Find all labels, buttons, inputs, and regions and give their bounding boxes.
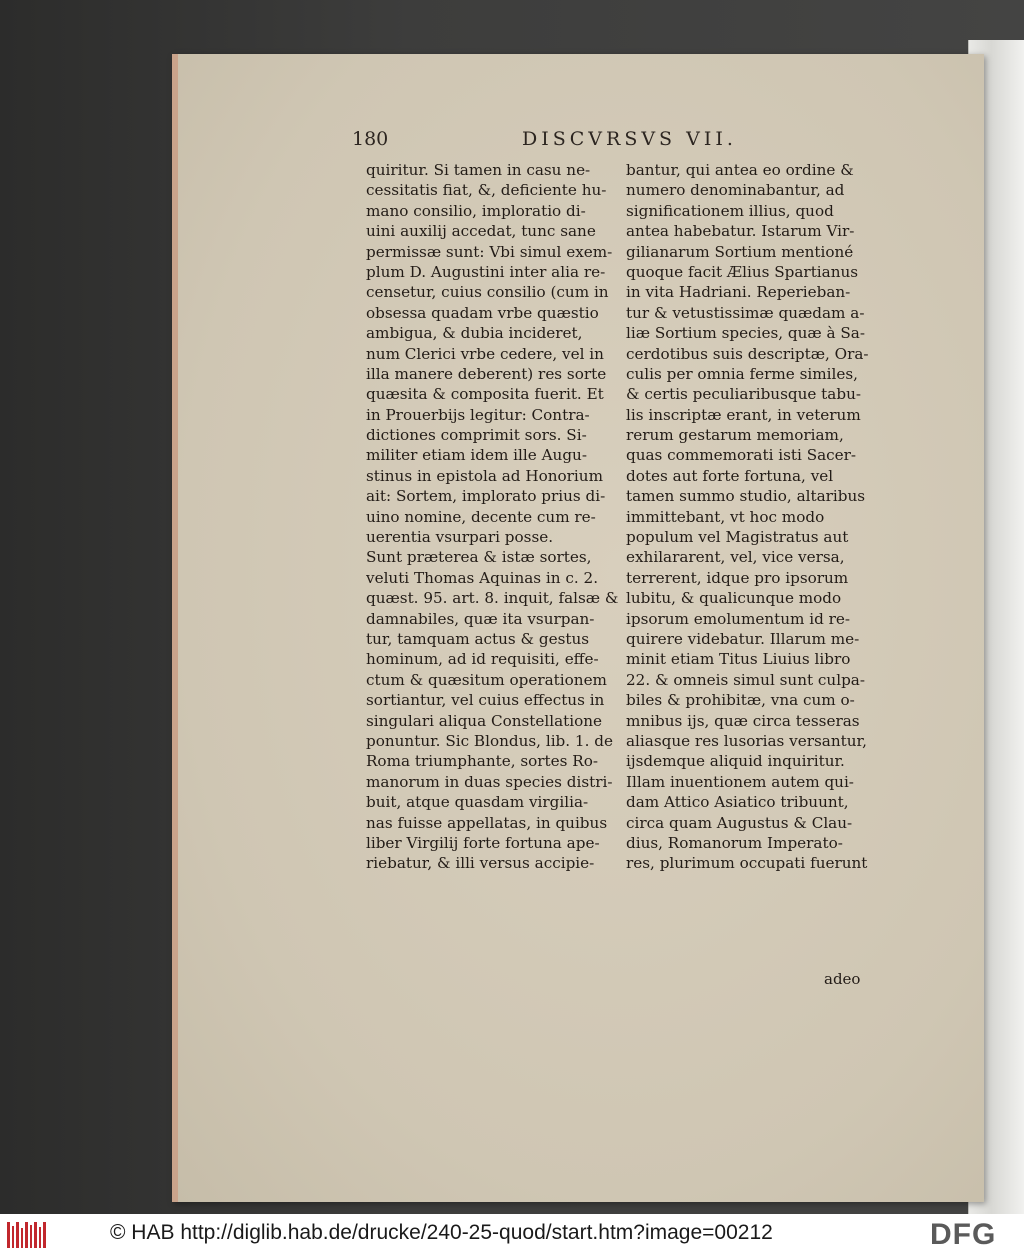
text-line: manorum in duas species distri- — [366, 772, 613, 791]
running-title: DISCVRSVS VII. — [522, 128, 737, 150]
text-line: aliasque res lusorias versantur, — [626, 731, 867, 750]
text-line: veluti Thomas Aquinas in c. 2. — [366, 568, 599, 587]
text-line: quirere videbatur. Illarum me- — [626, 629, 860, 648]
text-line: mnibus ijs, quæ circa tesseras — [626, 711, 860, 730]
text-line: sortiantur, vel cuius effectus in — [366, 691, 605, 710]
text-line: quas commemorati isti Sacer- — [626, 446, 857, 465]
text-line: significationem illius, quod — [626, 201, 834, 220]
text-line: uino nomine, decente cum re- — [366, 507, 596, 526]
text-line: culis per omnia ferme similes, — [626, 364, 858, 383]
text-line: num Clerici vrbe cedere, vel in — [366, 344, 604, 363]
text-line: lis inscriptæ erant, in veterum — [626, 405, 861, 424]
text-line: quæst. 95. art. 8. inquit, falsæ & — [366, 589, 619, 608]
footer-bar — [0, 1214, 1024, 1255]
text-line: illa manere deberent) res sorte — [366, 364, 607, 383]
text-line: tamen summo studio, altaribus — [626, 487, 866, 506]
text-line: lubitu, & qualicunque modo — [626, 589, 842, 608]
text-line: Illam inuentionem autem qui- — [626, 772, 854, 791]
text-line: ijsdemque aliquid inquiritur. — [626, 752, 845, 771]
text-line: damnabiles, quæ ita vsurpan- — [366, 609, 595, 628]
text-line: & certis peculiaribusque tabu- — [626, 385, 861, 404]
text-line: exhilararent, vel, vice versa, — [626, 548, 845, 567]
copyright-url[interactable]: © HAB http://diglib.hab.de/drucke/240-25-quod/start.htm?image=00212 — [110, 1221, 773, 1244]
text-line: hominum, ad id requisiti, effe- — [366, 650, 599, 669]
text-line: numero denominabantur, ad — [626, 181, 845, 200]
text-line: singulari aliqua Constellatione — [366, 711, 603, 730]
text-line: minit etiam Titus Liuius libro — [626, 650, 851, 669]
text-line: dictiones comprimit sors. Si- — [366, 426, 587, 445]
text-line: quæsita & composita fuerit. Et — [366, 385, 604, 404]
text-line: stinus in epistola ad Honorium — [366, 466, 603, 485]
text-line: res, plurimum occupati fuerunt — [626, 854, 868, 873]
text-column-right — [626, 160, 896, 874]
text-line: uini auxilij accedat, tunc sane — [366, 222, 596, 241]
text-line: censetur, cuius consilio (cum in — [366, 283, 609, 302]
text-line: biles & prohibitæ, vna cum o- — [626, 691, 855, 710]
text-line: Sunt præterea & istæ sortes, — [366, 548, 592, 567]
text-line: dius, Romanorum Imperato- — [626, 833, 843, 852]
catchword: adeo — [824, 970, 861, 988]
text-line: ponuntur. Sic Blondus, lib. 1. de — [366, 731, 613, 750]
text-line: populum vel Magistratus aut — [626, 528, 849, 547]
text-line: circa quam Augustus & Clau- — [626, 813, 853, 832]
text-line: permissæ sunt: Vbi simul exem- — [366, 242, 613, 261]
text-line: ait: Sortem, implorato prius di- — [366, 487, 606, 506]
text-line: militer etiam idem ille Augu- — [366, 446, 587, 465]
text-line: ambigua, & dubia incideret, — [366, 324, 583, 343]
text-line: antea habebatur. Istarum Vir- — [626, 222, 855, 241]
text-line: cessitatis fiat, &, deficiente hu- — [366, 181, 607, 200]
text-line: Roma triumphante, sortes Ro- — [366, 752, 598, 771]
barcode-logo-icon — [6, 1220, 48, 1250]
text-line: dotes aut forte fortuna, vel — [626, 466, 834, 485]
text-line: immittebant, vt hoc modo — [626, 507, 825, 526]
running-head — [352, 128, 912, 154]
text-line: buit, atque quasdam virgilia- — [366, 793, 589, 812]
text-column-left — [366, 160, 632, 874]
text-line: plum D. Augustini inter alia re- — [366, 262, 606, 281]
text-line: obsessa quadam vrbe quæstio — [366, 303, 599, 322]
text-line: ipsorum emolumentum id re- — [626, 609, 851, 628]
text-line: quoque facit Ælius Spartianus — [626, 262, 859, 281]
text-line: 22. & omneis simul sunt culpa- — [626, 670, 865, 689]
text-line: liæ Sortium species, quæ à Sa- — [626, 324, 865, 343]
text-line: tur, tamquam actus & gestus — [366, 629, 590, 648]
text-line: quiritur. Si tamen in casu ne- — [366, 161, 591, 179]
text-line: riebatur, & illi versus accipie- — [366, 854, 595, 873]
text-line: terrerent, idque pro ipsorum — [626, 568, 849, 587]
text-line: mano consilio, imploratio di- — [366, 201, 586, 220]
text-line: tur & vetustissimæ quædam a- — [626, 303, 865, 322]
text-line: liber Virgilij forte fortuna ape- — [366, 833, 600, 852]
text-line: dam Attico Asiatico tribuunt, — [626, 793, 849, 812]
text-line: rerum gestarum memoriam, — [626, 426, 844, 445]
text-line: ctum & quæsitum operationem — [366, 670, 607, 689]
text-line: in vita Hadriani. Reperieban- — [626, 283, 851, 302]
page-number: 180 — [352, 128, 389, 150]
text-line: cerdotibus suis descriptæ, Ora- — [626, 344, 869, 363]
text-line: uerentia vsurpari posse. — [366, 528, 554, 547]
text-line: gilianarum Sortium mentioné — [626, 242, 854, 261]
text-line: bantur, qui antea eo ordine & — [626, 161, 854, 179]
text-line: in Prouerbijs legitur: Contra- — [366, 405, 590, 424]
text-line: nas fuisse appellatas, in quibus — [366, 813, 608, 832]
dfg-logo: DFG — [930, 1218, 997, 1251]
